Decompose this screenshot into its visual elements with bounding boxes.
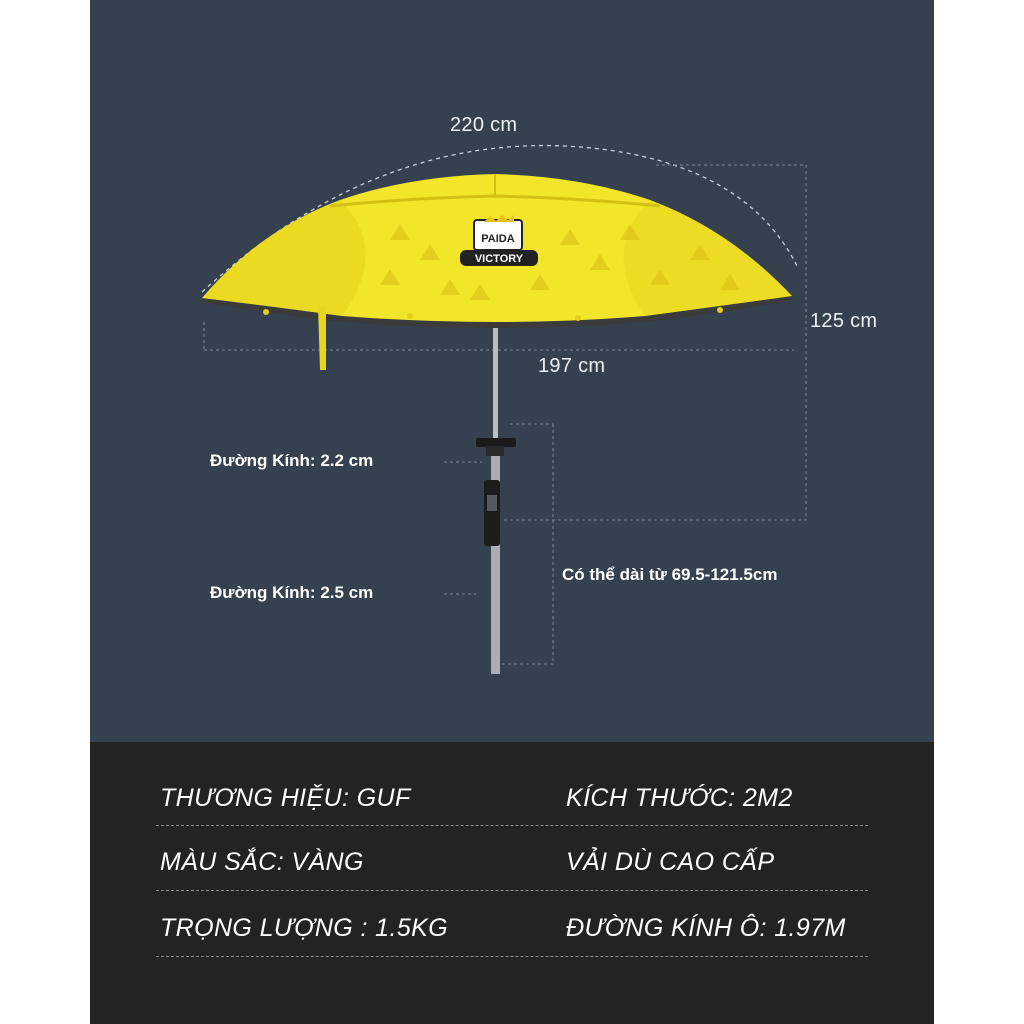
lower-diameter-label: Đường Kính: 2.5 cm [210, 583, 374, 602]
logo-banner-text: VICTORY [474, 253, 524, 265]
logo-top-text: PAIDA [481, 233, 515, 245]
spec-weight: TRỌNG LƯỢNG : 1.5KG [160, 914, 449, 942]
grip-detail [487, 495, 497, 511]
canopy-strap [318, 306, 326, 370]
spec-table [90, 742, 934, 1024]
canopy-width-label: 197 cm [538, 355, 606, 377]
rib-tip [263, 309, 269, 315]
rib-tip [575, 315, 581, 321]
spec-divider [156, 890, 868, 891]
adjustable-length-label: Có thể dài từ 69.5-121.5cm [562, 565, 778, 584]
upper-diameter-label: Đường Kính: 2.2 cm [210, 451, 374, 470]
spec-divider [156, 956, 868, 957]
spec-brand: THƯƠNG HIỆU: GUF [160, 784, 411, 812]
pole-clamp-neck [486, 446, 504, 456]
spec-size: KÍCH THƯỚC: 2M2 [566, 784, 793, 812]
pole-grip [484, 480, 500, 546]
product-panel [90, 0, 934, 1024]
rib-tip [407, 313, 413, 319]
spec-diameter: ĐƯỜNG KÍNH Ô: 1.97M [566, 914, 846, 942]
height-label: 125 cm [810, 310, 878, 332]
canopy-panel-shade-left [202, 200, 366, 316]
spec-fabric: VẢI DÙ CAO CẤP [566, 848, 775, 876]
product-illustration-area [90, 0, 934, 742]
umbrella-illustration [90, 0, 934, 742]
spec-color: MÀU SẮC: VÀNG [160, 848, 364, 876]
arc-width-label: 220 cm [450, 114, 518, 136]
spec-divider [156, 825, 868, 826]
rib-tip [717, 307, 723, 313]
pole-top-clamp [476, 438, 516, 447]
